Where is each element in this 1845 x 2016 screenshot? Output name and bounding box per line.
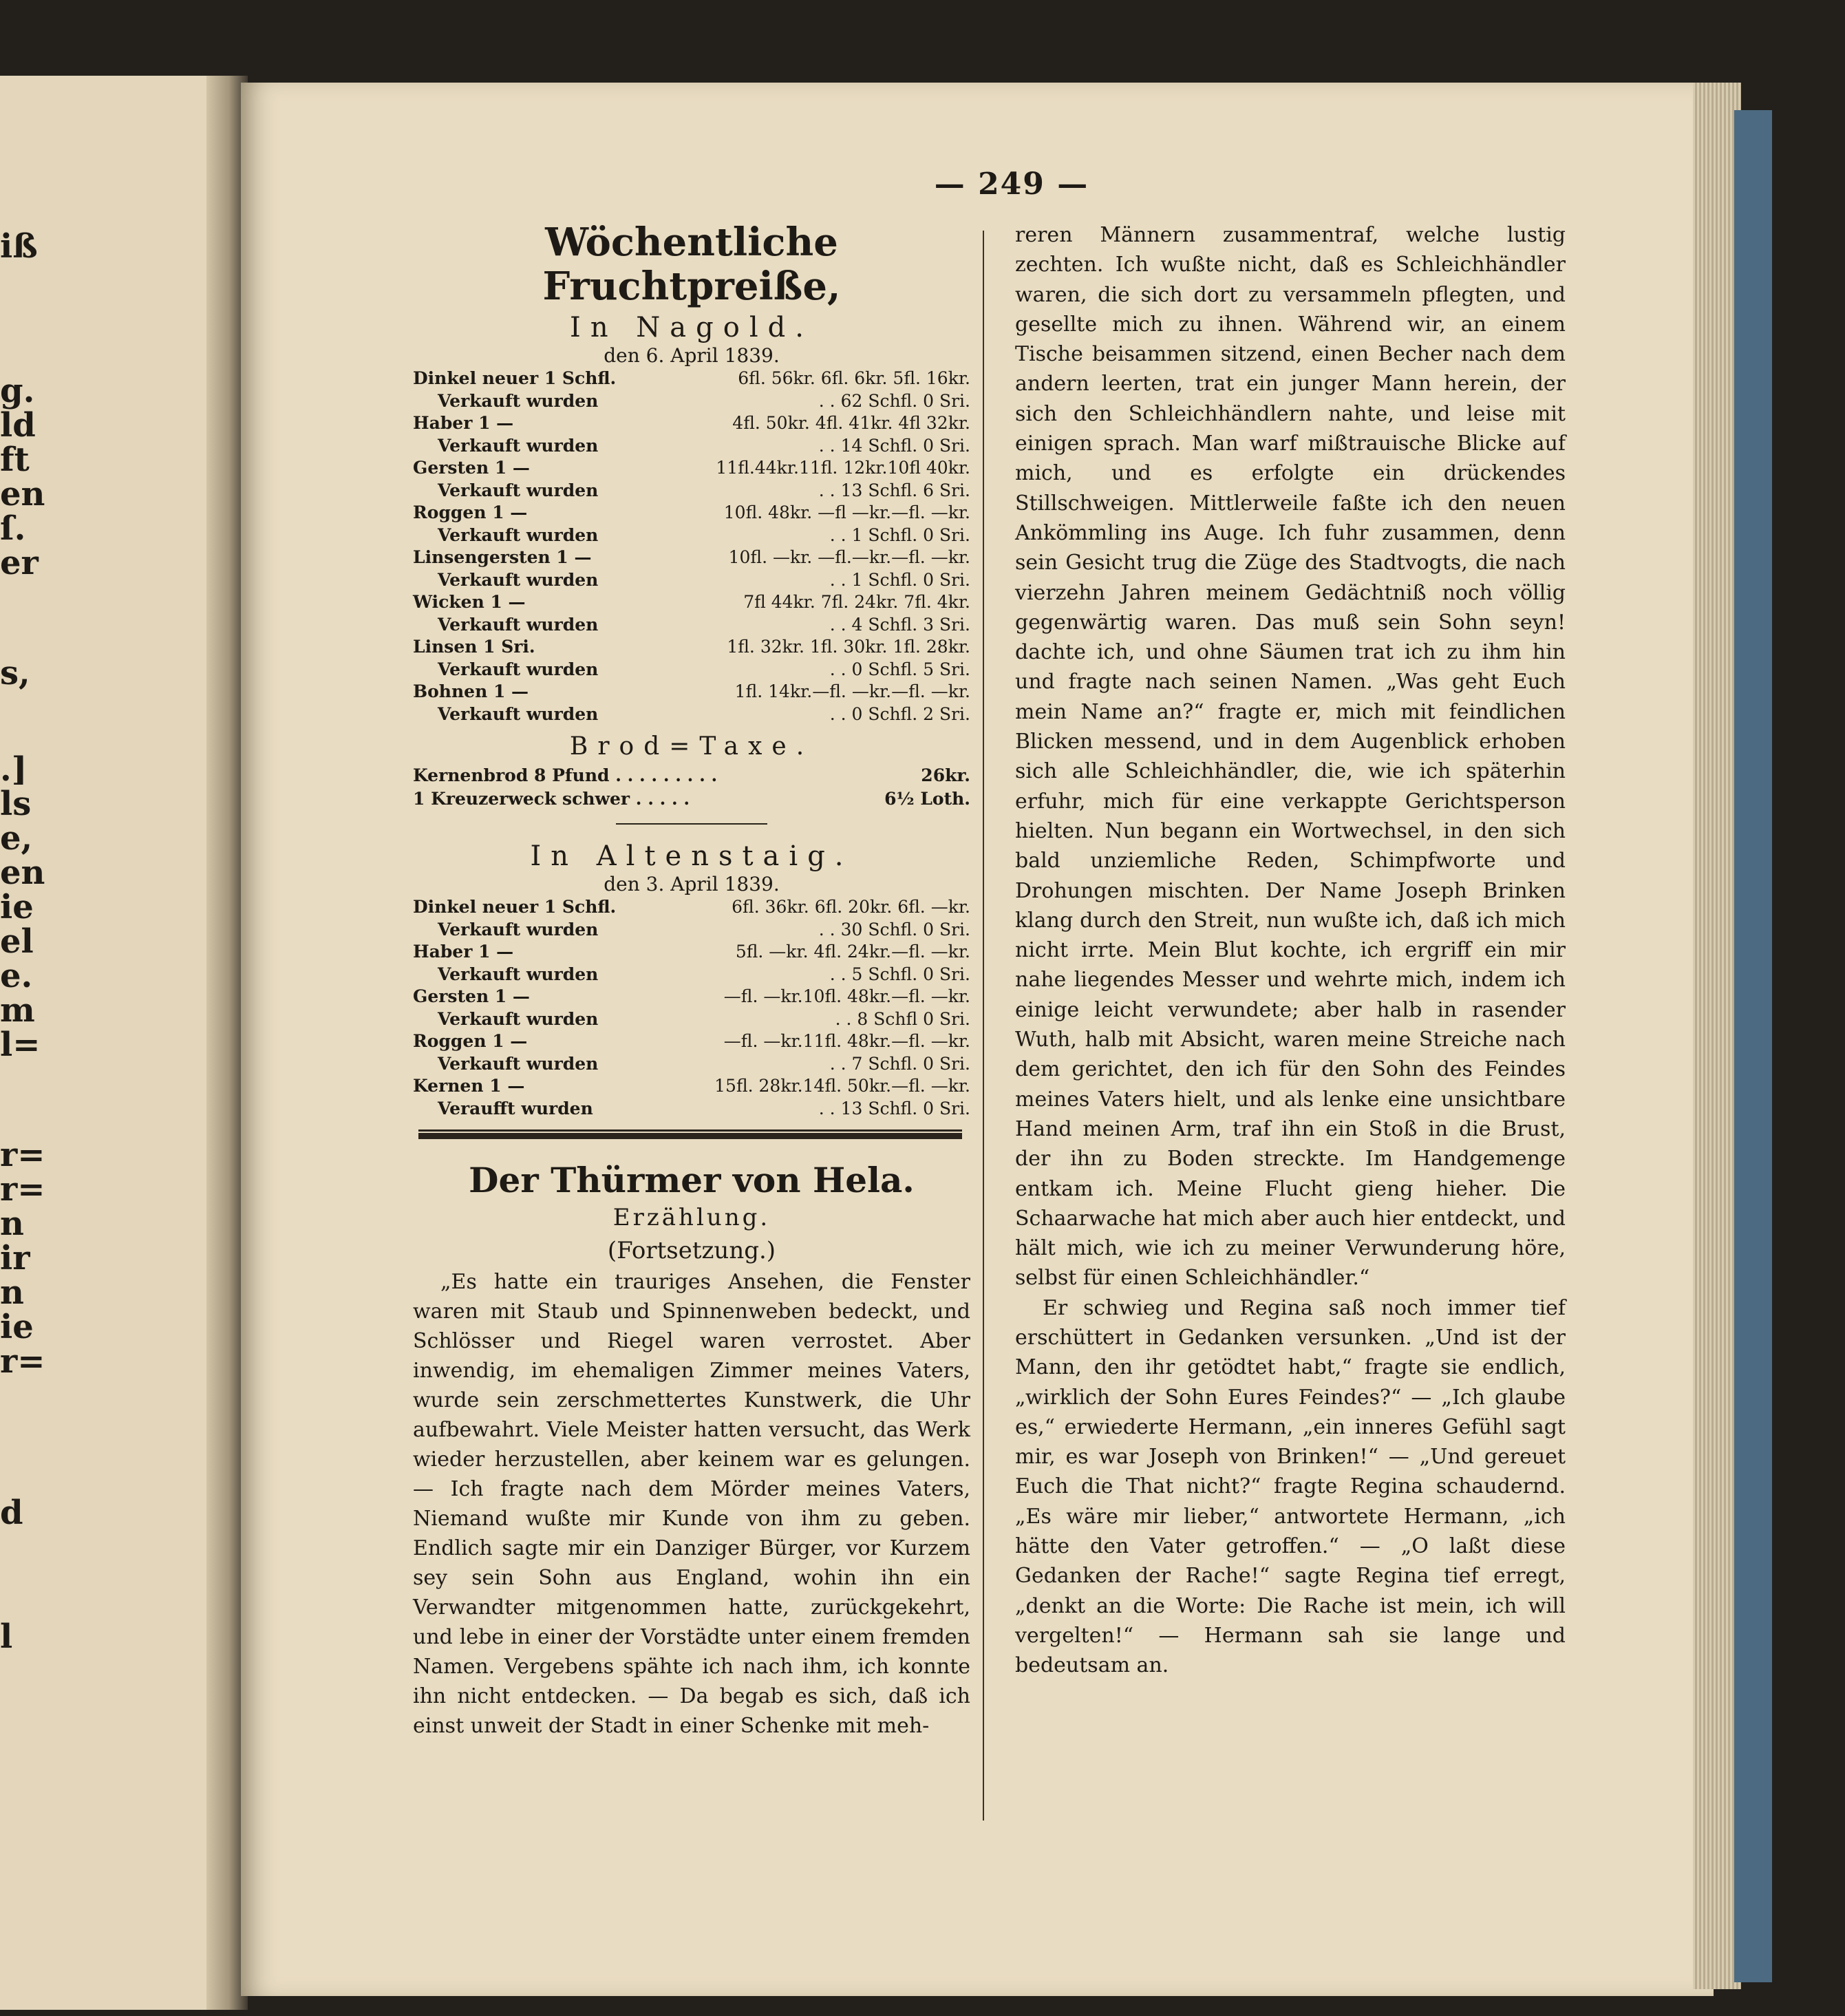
row-label: Verkauft wurden (438, 569, 599, 590)
sold-row (413, 390, 970, 413)
row-label: Verkauft wurden (438, 614, 599, 635)
row-value: . . 1 Schfl. 0 Sri. (829, 524, 970, 545)
section-place: In Nagold. (570, 312, 813, 343)
price-table-nagold (413, 368, 970, 725)
sold-row (413, 614, 970, 637)
price-row (413, 547, 970, 569)
margin-fragment: m (0, 991, 35, 1030)
row-label: Verkauft wurden (438, 659, 599, 679)
row-value: . . 7 Schfl. 0 Sri. (829, 1053, 970, 1074)
margin-fragment: n (0, 1273, 24, 1312)
margin-fragment: ls (0, 785, 32, 823)
brod-title: Brod=Taxe. (569, 732, 814, 761)
row-value: 6fl. 36kr. 6fl. 20kr. 6fl. —kr. (732, 897, 970, 917)
margin-fragment: ſ. (0, 509, 26, 548)
column-divider (983, 231, 984, 1821)
margin-fragment: ie (0, 888, 34, 926)
row-label: Kernen 1 — (413, 1076, 525, 1096)
margin-fragment: n (0, 1205, 24, 1243)
row-value: . . 1 Schfl. 0 Sri. (829, 569, 970, 590)
sold-row (413, 964, 970, 986)
book-cover-edge (1734, 110, 1772, 1982)
brod-label: Kernenbrod 8 Pfund . . . . . . . . . (413, 765, 718, 785)
row-value: 5fl. —kr. 4fl. 24kr.—fl. —kr. (735, 942, 970, 962)
row-label: Verkauft wurden (438, 524, 599, 545)
story-subtitle: Erzählung. (612, 1204, 771, 1231)
row-label: Gersten 1 — (413, 986, 530, 1006)
sold-row (413, 1098, 970, 1121)
margin-fragment: en (0, 853, 45, 892)
price-row (413, 502, 970, 524)
row-label: Haber 1 — (413, 413, 514, 433)
section-place: In Altenstaig. (530, 840, 853, 872)
row-value: . . 30 Schfl. 0 Sri. (818, 919, 970, 940)
row-value: 1fl. 32kr. 1fl. 30kr. 1fl. 28kr. (727, 637, 970, 657)
sold-row (413, 659, 970, 681)
row-value: 10fl. 48kr. —fl —kr.—fl. —kr. (723, 502, 970, 522)
row-label: Bohnen 1 — (413, 681, 529, 701)
row-value: 7fl 44kr. 7fl. 24kr. 7fl. 4kr. (743, 592, 970, 612)
margin-fragment: d (0, 1494, 23, 1532)
left-page-fragments (0, 213, 83, 1865)
row-label: Linsengersten 1 — (413, 547, 592, 567)
row-label: Roggen 1 — (413, 502, 528, 522)
margin-fragment: g. (0, 372, 35, 410)
margin-fragment: ir (0, 1239, 30, 1277)
brod-value: 6½ Loth. (884, 789, 970, 809)
market-section-nagold (413, 311, 970, 725)
margin-fragment: r= (0, 1342, 45, 1381)
section-date: den 3. April 1839. (604, 873, 780, 895)
row-label: Verkauft wurden (438, 390, 599, 411)
market-section-altenstaig (413, 840, 970, 1120)
row-value: —fl. —kr.11fl. 48kr.—fl. —kr. (723, 1031, 970, 1051)
price-row (413, 636, 970, 659)
sold-row (413, 524, 970, 547)
sold-row (413, 480, 970, 502)
market-title: Wöchentliche Fruchtpreiße, (542, 220, 841, 309)
price-row (413, 412, 970, 435)
price-row (413, 681, 970, 703)
row-label: Verkauft wurden (438, 1053, 599, 1074)
price-row (413, 591, 970, 614)
sold-row (413, 569, 970, 592)
left-column (413, 220, 970, 1831)
story-note: (Fortsetzung.) (607, 1237, 776, 1264)
margin-fragment: en (0, 475, 45, 513)
margin-fragment: e. (0, 957, 33, 995)
story-text-right-1: reren Männern zusammentraf, welche lustig zechten. Ich wußte nicht, daß es Schleichhändler waren, die sich dort zu versammeln pflegten, und gesellte mich zu ihnen. Während wir, an einem Tische beisammen sitzend, einen Becher nach dem andern leerten, trat ein junger Mann herein, der sich den Schleichhändlern nahte, und leise mit einigen sprach. Man warf mißtrauische Blicke auf mich, und es erfolgte ein drückendes Stillschweigen. Mittlerweile faßte ich den neuen Ankömmling ins Auge. Ich fuhr zusammen, denn sein Gesicht trug die Züge des Stadtvogts, die nach vierzehn Jahren meinem Gedächtniß noch völlig gegenwärtig waren. Das muß sein Sohn seyn! dachte ich, und ohne Säumen trat ich zu ihm hin und fragte nach seinen Namen. „Was geht Euch mein Name an?“ fragte er, mich mit feindlichen Blicken messend, und in dem Augenblick erhoben sich alle Schleichhändler, die, wie ich späterhin erfuhr, mich für eine verkappte Gerichtsperson hielten. Nun begann ein Wortwechsel, in den sich bald unziemliche Reden, Schimpfworte und Drohungen mischten. Der Name Joseph Brinken klang durch den Streit, nun wußte ich, daß ich mich nicht irrte. Mein Blut kochte, ich ergriff ein mir nahe liegendes Messer und wehrte mich, indem ich einige leicht verwundete; aber halb in rasender Wuth, halb mit Absicht, waren meine Streiche nach dem gerichtet, den ich für den Sohn des Feindes meines Vaters hielt, und als lenke eine unsichtbare Hand meinen Arm, traf ihn ein Stoß in die Brust, der ihn zu Boden streckte. Im Handgemenge entkam ich. Meine Flucht gieng hieher. Die Schaarwache hat mich aber auch hier entdeckt, und hält mich, wie ich zu meiner Verwunderung höre, selbst für einen Schleichhändler.“ (1015, 223, 1566, 1291)
price-row (413, 1030, 970, 1053)
row-label: Veraufft wurden (438, 1098, 593, 1118)
row-value: . . 4 Schfl. 3 Sri. (829, 614, 970, 635)
margin-fragment: r= (0, 1170, 45, 1209)
margin-fragment: l= (0, 1026, 41, 1064)
story-title: Der Thürmer von Hela. (469, 1160, 915, 1200)
thick-rule (418, 1129, 962, 1139)
price-row (413, 1075, 970, 1098)
row-value: . . 5 Schfl. 0 Sri. (829, 964, 970, 984)
brod-row (413, 764, 970, 787)
margin-fragment: r= (0, 1136, 45, 1174)
margin-fragment: ld (0, 406, 36, 445)
margin-fragment: el (0, 922, 34, 961)
row-value: . . 0 Schfl. 5 Sri. (829, 659, 970, 679)
margin-fragment: er (0, 544, 39, 582)
price-row (413, 368, 970, 390)
price-row (413, 457, 970, 480)
section-rule (616, 823, 767, 825)
brod-taxe (413, 730, 970, 811)
sold-row (413, 1053, 970, 1076)
row-value: . . 14 Schfl. 0 Sri. (818, 435, 970, 456)
row-value: . . 8 Schfl 0 Sri. (835, 1008, 970, 1029)
row-value: . . 13 Schfl. 6 Sri. (818, 480, 970, 500)
price-table-altenstaig (413, 896, 970, 1120)
sold-row (413, 435, 970, 458)
margin-fragment: e, (0, 819, 33, 858)
story-text-left: „Es hatte ein trauriges Ansehen, die Fenster waren mit Staub und Spinnenweben bedeckt, und Schlösser und Riegel waren verrostet. Aber inwendig, im ehemaligen Zimmer meines Vaters, wurde sein zerschmettertes Kunstwerk, die Uhr aufbewahrt. Viele Meister hatten versucht, das Werk wieder herzustellen, aber keinem war es gelungen. — Ich fragte nach dem Mörder meines Vaters, Niemand wußte mir Kunde von ihm zu geben. Endlich sagte mir ein Danziger Bürger, vor Kurzem sey sein Sohn aus England, wohin ihn ein Verwandter mitgenommen hatte, zurückgekehrt, und lebe in einer der Vorstädte unter einem fremden Namen. Vergebens spähte ich nach ihm, ich konnte ihn nicht entdecken. — Da begab es sich, daß ich einst unweit der Stadt in einer Schenke mit meh- (413, 1270, 970, 1738)
price-row (413, 896, 970, 919)
right-column (1015, 220, 1566, 1831)
story-text-right-2: Er schwieg und Regina saß noch immer tief erschüttert in Gedanken versunken. „Und ist der Mann, den ihr getödtet habt,“ fragte sie endlich, „wirklich der Sohn Eures Feindes?“ — „Ich glaube es,“ erwiederte Hermann, „ein inneres Gefühl sagt mir, es war Joseph von Brinken!“ — „Und gereuet Euch die That nicht?“ fragte Regina schaudernd. „Es wäre mir lieber,“ antwortete Hermann, „ich hätte den Vater getroffen.“ — „O laßt diese Gedanken der Rache!“ sagte Regina tief erregt, „denkt an die Worte: Die Rache ist mein, ich will vergelten!“ — Hermann sah sie lange und bedeutsam an. (1015, 1295, 1566, 1678)
row-value: . . 0 Schfl. 2 Sri. (829, 703, 970, 724)
row-value: 15fl. 28kr.14fl. 50kr.—fl. —kr. (714, 1076, 970, 1096)
section-date: den 6. April 1839. (604, 344, 780, 367)
row-label: Verkauft wurden (438, 480, 599, 500)
row-label: Verkauft wurden (438, 435, 599, 456)
page-number: — 249 — (934, 167, 1089, 202)
row-label: Verkauft wurden (438, 1008, 599, 1029)
margin-fragment: ie (0, 1308, 34, 1346)
row-label: Dinkel neuer 1 Schfl. (413, 897, 617, 917)
row-value: . . 62 Schfl. 0 Sri. (818, 390, 970, 411)
row-label: Verkauft wurden (438, 919, 599, 940)
row-value: 1fl. 14kr.—fl. —kr.—fl. —kr. (734, 681, 970, 701)
margin-fragment: l (0, 1617, 13, 1656)
row-label: Haber 1 — (413, 942, 514, 962)
brod-row (413, 787, 970, 811)
row-value: 10fl. —kr. —fl.—kr.—fl. —kr. (728, 547, 970, 567)
sold-row (413, 1008, 970, 1031)
row-label: Verkauft wurden (438, 964, 599, 984)
brod-value: 26kr. (921, 765, 970, 785)
row-value: . . 13 Schfl. 0 Sri. (818, 1098, 970, 1118)
row-label: Linsen 1 Sri. (413, 637, 535, 657)
row-value: —fl. —kr.10fl. 48kr.—fl. —kr. (723, 986, 970, 1006)
row-label: Wicken 1 — (413, 592, 526, 612)
margin-fragment: iß (0, 227, 38, 266)
margin-fragment: .] (0, 750, 28, 789)
price-row (413, 941, 970, 964)
margin-fragment: s, (0, 654, 30, 692)
row-label: Roggen 1 — (413, 1031, 528, 1051)
sold-row (413, 703, 970, 726)
row-label: Gersten 1 — (413, 458, 530, 478)
margin-fragment: ft (0, 441, 30, 479)
price-row (413, 986, 970, 1008)
row-value: 11fl.44kr.11fl. 12kr.10fl 40kr. (716, 458, 970, 478)
row-value: 4fl. 50kr. 4fl. 41kr. 4fl 32kr. (732, 413, 970, 433)
sold-row (413, 919, 970, 942)
row-value: 6fl. 56kr. 6fl. 6kr. 5fl. 16kr. (738, 368, 970, 388)
row-label: Verkauft wurden (438, 703, 599, 724)
brod-label: 1 Kreuzerweck schwer . . . . . (413, 789, 690, 809)
row-label: Dinkel neuer 1 Schfl. (413, 368, 617, 388)
